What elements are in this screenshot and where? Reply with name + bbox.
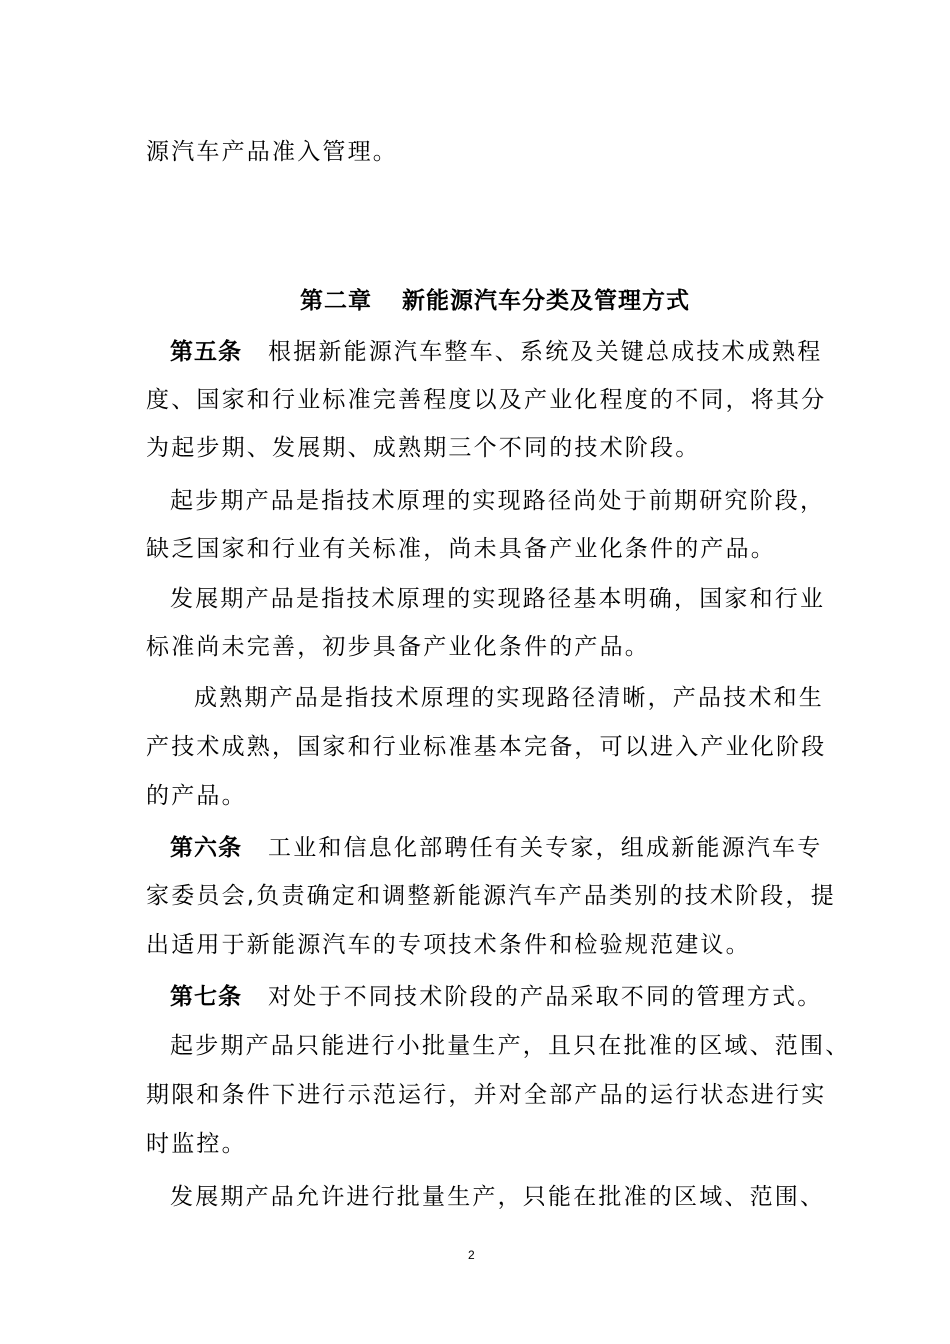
development-stage-line: 标准尚未完善，初步具备产业化条件的产品。 <box>146 634 650 660</box>
article-6-line: 家委员会,负责确定和调整新能源汽车产品类别的技术阶段，提 <box>146 883 836 909</box>
startup-management-line: 时监控。 <box>146 1131 247 1157</box>
article-6-label: 第六条 <box>170 835 242 861</box>
article-7-first-line <box>170 983 822 1011</box>
article-7-text: 对处于不同技术阶段的产品采取不同的管理方式。 <box>268 984 823 1010</box>
article-5-text: 根据新能源汽车整车、系统及关键总成技术成熟程 <box>268 339 823 365</box>
article-7-label: 第七条 <box>170 984 242 1010</box>
page-number: 2 <box>468 1248 475 1262</box>
startup-stage-line: 起步期产品是指技术原理的实现路径尚处于前期研究阶段， <box>170 488 826 514</box>
article-6-first-line <box>170 834 822 862</box>
mature-stage-line: 的产品。 <box>146 783 247 809</box>
startup-management-line: 期限和条件下进行示范运行，并对全部产品的运行状态进行实 <box>146 1082 827 1108</box>
chapter-number: 第二章 <box>300 288 372 314</box>
article-6-text: 工业和信息化部聘任有关专家，组成新能源汽车专 <box>268 835 823 861</box>
chapter-title: 新能源汽车分类及管理方式 <box>402 288 690 314</box>
article-5-line: 为起步期、发展期、成熟期三个不同的技术阶段。 <box>146 435 701 461</box>
article-6-line: 出适用于新能源汽车的专项技术条件和检验规范建议。 <box>146 932 751 958</box>
startup-management-line: 起步期产品只能进行小批量生产，且只在批准的区域、范围、 <box>170 1033 851 1059</box>
article-5-label: 第五条 <box>170 339 242 365</box>
development-management-line: 发展期产品允许进行批量生产，只能在批准的区域、范围、 <box>170 1184 826 1210</box>
mature-stage-line: 成熟期产品是指技术原理的实现路径清晰，产品技术和生 <box>194 685 824 711</box>
startup-stage-line: 缺乏国家和行业有关标准，尚未具备产业化条件的产品。 <box>146 536 776 562</box>
development-stage-line: 发展期产品是指技术原理的实现路径基本明确，国家和行业 <box>170 586 826 612</box>
mature-stage-line: 产技术成熟，国家和行业标准基本完备，可以进入产业化阶段 <box>146 734 827 760</box>
article-5-first-line <box>170 338 822 366</box>
continuation-text: 源汽车产品准入管理。 <box>146 139 398 165</box>
article-5-line: 度、国家和行业标准完善程度以及产业化程度的不同，将其分 <box>146 387 827 413</box>
chapter-heading <box>300 287 690 315</box>
